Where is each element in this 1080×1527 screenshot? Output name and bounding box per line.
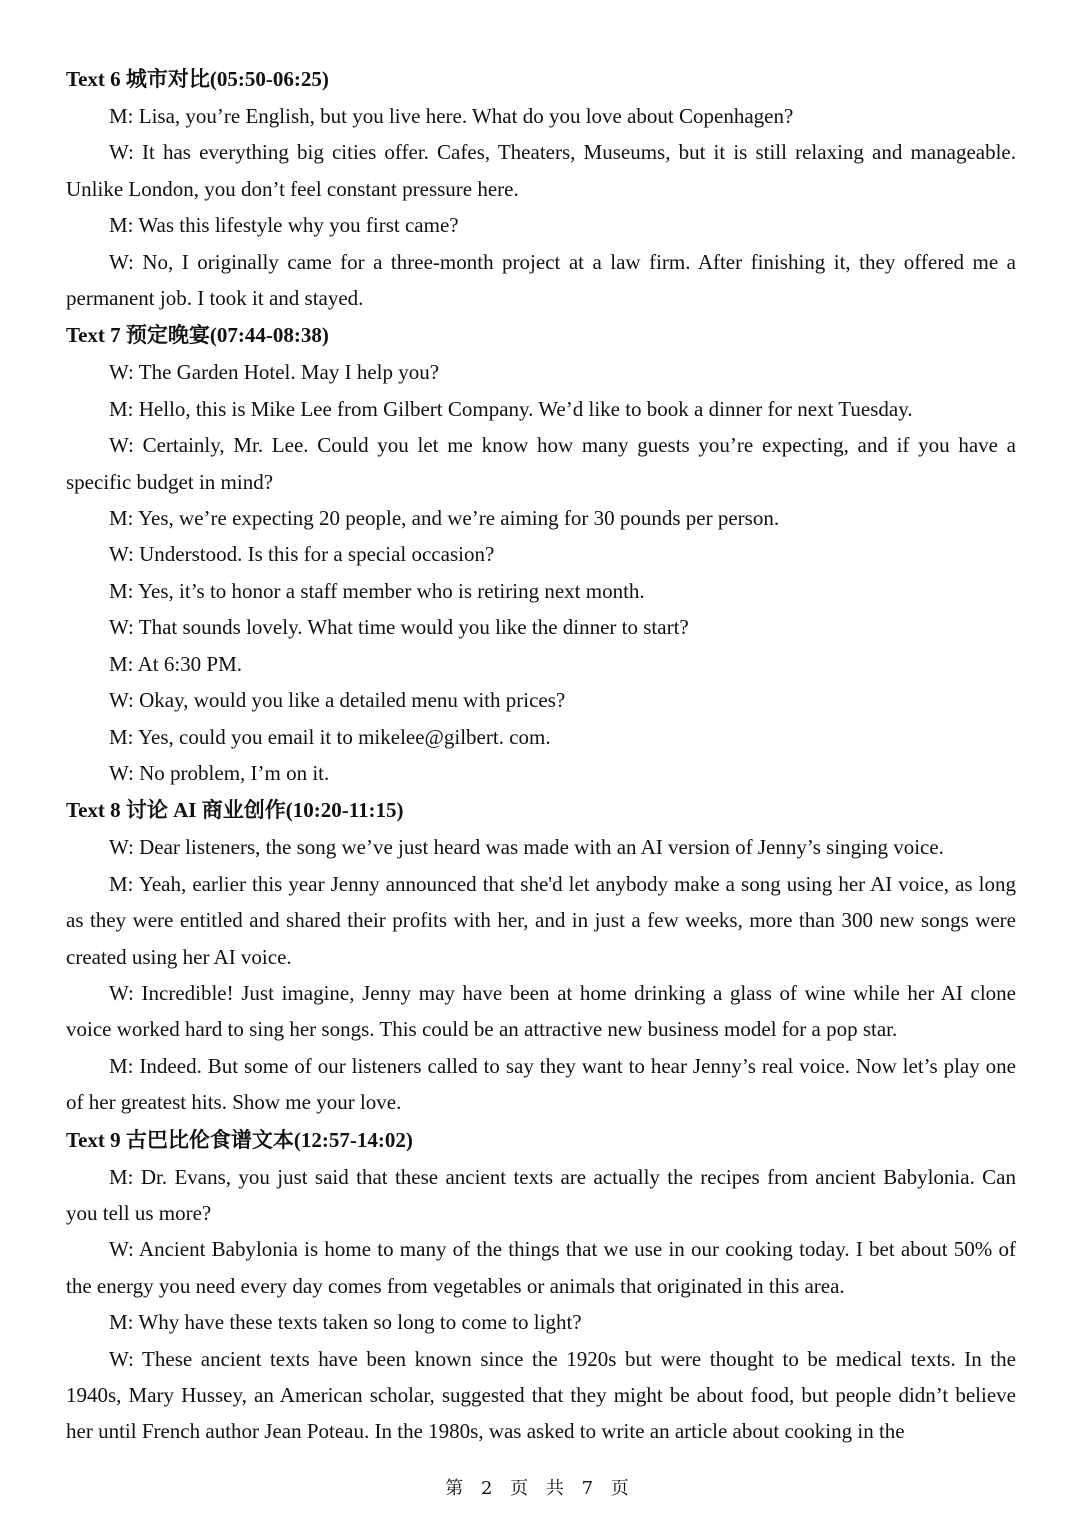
dialogue-line: W: These ancient texts have been known since the 1920s but were thought to be medical texts. In the 1940s, Mary Hussey, an American scholar, suggested that they might be about food, but people didn’t believe her until French author Jean Poteau. In the 1980s, was asked to write an article about cooking in the (66, 1346, 1016, 1444)
section-heading: Text 7 预定晚宴(07:44-08:38) (66, 323, 329, 348)
dialogue-line: W: Understood. Is this for a special occasion? (109, 542, 495, 567)
dialogue-line: W: The Garden Hotel. May I help you? (109, 360, 440, 385)
dialogue-line: W: No problem, I’m on it. (109, 760, 330, 785)
page-number-footer: 第 2 页 共 7 页 (445, 1478, 635, 1499)
dialogue-line: W: Certainly, Mr. Lee. Could you let me know how many guests you’re expecting, and if you have a specific budget in mind? (66, 433, 1016, 494)
dialogue-line: W: Okay, would you like a detailed menu with prices? (109, 688, 566, 713)
section-heading: Text 6 城市对比(05:50-06:25) (66, 67, 329, 91)
dialogue-line: M: Was this lifestyle why you first came? (109, 213, 459, 238)
section-heading: Text 8 讨论 AI 商业创作(10:20-11:15) (66, 798, 404, 823)
dialogue-line: M: Lisa, you’re English, but you live here. What do you love about Copenhagen? (109, 104, 794, 128)
dialogue-line: M: Why have these texts taken so long to come to light? (109, 1310, 582, 1335)
dialogue-line: M: At 6:30 PM. (109, 651, 243, 676)
section-text-9 (66, 1121, 1016, 1450)
section-text-8 (66, 791, 1016, 1120)
dialogue-line: W: Incredible! Just imagine, Jenny may have been at home drinking a glass of wine while her AI clone voice worked hard to sing her songs. This could be an attractive new business model for a pop star. (66, 980, 1016, 1042)
dialogue-line: W: That sounds lovely. What time would you like the dinner to start? (109, 615, 689, 640)
section-heading: Text 9 古巴比伦食谱文本(12:57-14:02) (66, 1127, 413, 1152)
dialogue-line: M: Indeed. But some of our listeners called to say they want to hear Jenny’s real voice. Now let’s play one of her greatest hits. Show me your love. (66, 1053, 1016, 1115)
dialogue-line: M: Dr. Evans, you just said that these ancient texts are actually the recipes from ancient Babylonia. Can you tell us more? (66, 1164, 1016, 1225)
dialogue-line: W: It has everything big cities offer. Cafes, Theaters, Museums, but it is still relaxing and manageable. Unlike London, you don’t feel constant pressure here. (66, 140, 1016, 201)
dialogue-line: M: Hello, this is Mike Lee from Gilbert Company. We’d like to book a dinner for next Tuesday. (109, 396, 913, 421)
document-page (66, 60, 1016, 1450)
dialogue-line: M: Yes, could you email it to mikelee@gilbert. com. (109, 724, 551, 749)
dialogue-line: M: Yes, it’s to honor a staff member who is retiring next month. (109, 578, 645, 603)
dialogue-line: W: No, I originally came for a three-month project at a law firm. After finishing it, they offered me a permanent job. I took it and stayed. (66, 249, 1016, 311)
section-text-6 (66, 60, 1016, 316)
dialogue-line: M: Yeah, earlier this year Jenny announced that she'd let anybody make a song using her AI voice, as long as they were entitled and shared their profits with her, and in just a few weeks, more than 300 new songs were created using her AI voice. (66, 871, 1016, 969)
dialogue-line: M: Yes, we’re expecting 20 people, and we’re aiming for 30 pounds per person. (109, 506, 780, 531)
section-text-7 (66, 316, 1016, 791)
dialogue-line: W: Ancient Babylonia is home to many of the things that we use in our cooking today. I bet about 50% of the energy you need every day comes from vegetables or animals that originated in this area. (66, 1237, 1016, 1298)
dialogue-line: W: Dear listeners, the song we’ve just heard was made with an AI version of Jenny’s singing voice. (109, 835, 944, 860)
